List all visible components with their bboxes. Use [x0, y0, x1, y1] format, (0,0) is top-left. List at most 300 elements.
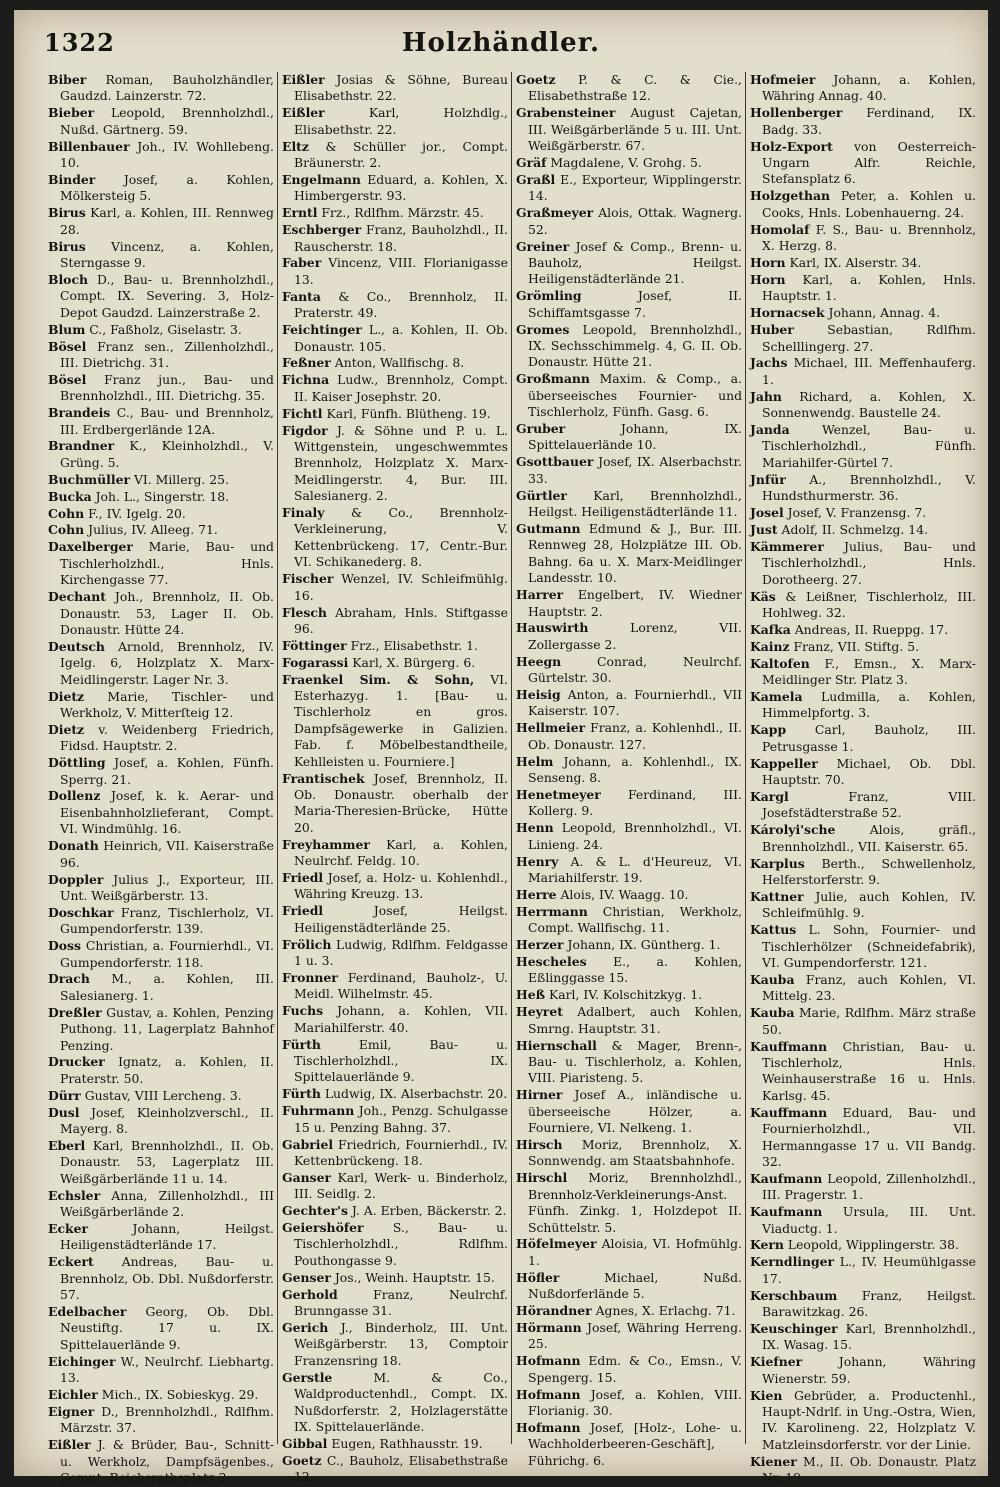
directory-entry — [750, 756, 976, 789]
directory-entry — [750, 689, 976, 722]
directory-entry — [516, 239, 742, 288]
entry-details: Josef, a. Kohlen, Mölkersteig 5. — [60, 171, 274, 204]
entry-name: Erntl — [282, 205, 318, 221]
directory-entry — [48, 1404, 274, 1437]
entry-name: Fraenkel Sim. & Sohn, — [282, 671, 475, 687]
entry-details: M., a. Kohlen, III. Salesianerg. 1. — [60, 971, 274, 1003]
entry-name: Hirner — [516, 1087, 563, 1103]
entry-name: Eckert — [48, 1254, 94, 1270]
directory-entry — [516, 322, 742, 371]
entry-details: Georg, Ob. Dbl. Neustiftg. 17 u. IX. Spittelauerlände 9. — [60, 1304, 274, 1352]
entry-details: Engelbert, IV. Wiedner Hauptstr. 2. — [528, 587, 742, 619]
directory-entry — [282, 255, 508, 288]
entry-details: Josef, a. Kohlen, VIII. Florianig. 30. — [528, 1386, 742, 1418]
entry-name: Gabriel — [282, 1136, 334, 1152]
entry-name: Hörmann — [516, 1319, 582, 1335]
directory-entry — [282, 172, 508, 205]
entry-details: Roman, Bauholzhändler, Gaudzd. Lainzerstr. 72. — [60, 72, 274, 104]
directory-entry — [48, 905, 274, 938]
entry-details: K., Kleinholzhdl., V. Grüng. 5. — [60, 438, 274, 470]
entry-details: Karl, Brennholzhdl., IX. Wasag. 15. — [762, 1320, 976, 1353]
directory-entry — [516, 1038, 742, 1087]
entry-details: Franz sen., Zillenholzhdl., III. Dietrichg. 31. — [60, 338, 274, 370]
entry-details: E., a. Kohlen, Eßlinggasse 15. — [528, 954, 742, 986]
entry-details: Franz, Bauholzhdl., II. Rauscherstr. 18. — [294, 222, 508, 254]
entry-name: Ecker — [48, 1221, 88, 1237]
entry-name: Kauba — [750, 971, 795, 987]
entry-name: Helm — [516, 753, 554, 769]
entry-details: M. & Co., Waldproductenhdl., Compt. IX. Nußdorferstr. 2, Holzlagerstätte IX. Spittelauerlände. — [294, 1369, 508, 1434]
directory-entry — [282, 222, 508, 255]
entry-name: Heisig — [516, 687, 561, 703]
directory-entry — [750, 1005, 976, 1038]
directory-entry — [516, 1170, 742, 1236]
entry-name: Kämmerer — [750, 538, 824, 554]
entry-details: Ferdinand, III. Kollerg. 9. — [528, 786, 742, 819]
directory-entry — [282, 1287, 508, 1320]
entry-name: Großmann — [516, 371, 590, 387]
entry-details: Moriz, Brennholzhdl., Brennholz-Verkleinerungs-Anst. Fünfh. Zinkg. 1, Holzdepot II. Schüttelstr. 5. — [528, 1170, 742, 1235]
entry-details: Josef, IX. Alserbachstr. 33. — [528, 454, 742, 486]
entry-details: J., Binderholz, III. Unt. Weißgärberstr. 13, Comptoir Franzensring 18. — [294, 1319, 508, 1368]
directory-entry — [750, 272, 976, 305]
directory-entry — [48, 72, 274, 105]
entry-name: Hellmeier — [516, 720, 586, 736]
directory-entry — [750, 922, 976, 971]
entry-name: Gerhold — [282, 1286, 338, 1302]
directory-entry — [516, 521, 742, 587]
directory-entry — [750, 1321, 976, 1354]
entry-details: Alois, gräfl., Brennholzhdl., VII. Kaiserstr. 65. — [762, 822, 976, 854]
entry-name: Buchmüller — [48, 471, 130, 487]
entry-details: Joh. L., Singerstr. 18. — [95, 488, 230, 504]
entry-details: Heinrich, VII. Kaiserstraße 96. — [60, 838, 274, 870]
entry-details: Jos., Weinh. Hauptstr. 15. — [334, 1269, 495, 1285]
directory-entry — [750, 722, 976, 755]
entry-name: Bloch — [48, 271, 88, 287]
directory-entry — [516, 987, 742, 1003]
entry-details: Richard, a. Kohlen, X. Sonnenwendg. Baustelle 24. — [762, 388, 976, 421]
entry-name: Friedl — [282, 903, 324, 919]
entry-details: Magdalene, V. Grohg. 5. — [550, 155, 702, 171]
entry-details: L., IV. Heumühlgasse 17. — [762, 1254, 976, 1286]
entry-details: L., a. Kohlen, II. Ob. Donaustr. 105. — [294, 322, 508, 354]
directory-entry — [48, 1054, 274, 1087]
directory-entry — [282, 289, 508, 322]
entry-name: Fürth — [282, 1086, 321, 1102]
entry-details: Josef, Währing Herreng. 25. — [528, 1319, 742, 1352]
directory-entry — [750, 355, 976, 388]
entry-name: Herre — [516, 886, 557, 902]
entry-name: Goetz — [516, 72, 556, 87]
directory-entry — [516, 720, 742, 753]
entry-name: Greiner — [516, 238, 570, 254]
entry-details: P. & C. & Cie., Elisabethstraße 12. — [528, 72, 742, 104]
directory-entry — [516, 454, 742, 487]
entry-details: Berth., Schwellenholz, Helferstorferstr. 9. — [762, 855, 976, 887]
entry-details: D., Bau- u. Brennholzhdl., Compt. IX. Severing. 3, Holz-Depot Gaudzd. Lainzerstraße 2. — [60, 271, 274, 320]
entry-name: Fuchs — [282, 1003, 324, 1019]
entry-name: Gromes — [516, 321, 570, 337]
entry-details: Ludwig, IX. Alserbachstr. 20. — [324, 1086, 508, 1102]
directory-entry — [750, 1237, 976, 1253]
entry-details: F., IV. Igelg. 20. — [88, 505, 186, 521]
directory-entry — [750, 139, 976, 188]
directory-entry — [48, 1387, 274, 1403]
entry-name: Kattner — [750, 888, 804, 904]
directory-entry — [750, 1204, 976, 1237]
entry-name: Keuschinger — [750, 1320, 838, 1336]
entry-details: Karl, Werk- u. Binderholz, III. Seidlg. 2. — [294, 1169, 508, 1202]
entry-name: Homolaf — [750, 221, 810, 237]
entry-details: Peter, a. Kohlen u. Cooks, Hnls. Lobenhauerng. 24. — [762, 188, 976, 220]
entry-details: Leopold, Brennholzhdl., IX. Sechsschimmelg. 4, G. II. Ob. Donaustr. Hütte 21. — [528, 321, 742, 370]
entry-name: Föttinger — [282, 637, 347, 653]
entry-name: Herrmann — [516, 903, 588, 919]
entry-name: Feßner — [282, 355, 331, 371]
directory-entry — [516, 620, 742, 653]
entry-name: Cohn — [48, 522, 85, 538]
entry-details: Marie, Tischler- und Werkholz, V. Mitterſteig 12. — [60, 688, 274, 720]
directory-entry — [282, 372, 508, 405]
directory-entry — [48, 489, 274, 505]
entry-details: Karl, IX. Alserstr. 34. — [789, 254, 922, 270]
entry-name: Bieber — [48, 105, 95, 121]
entry-details: Wenzel, Bau- u. Tischlerholzhdl., Fünfh. Mariahilfer-Gürtel 7. — [762, 422, 976, 470]
entry-details: VI. Esterhazyg. 1. [Bau- u. Tischlerholz en gros. Dampfsägewerke in Galizien. Fab. f. Möbelbestandtheile, Kehlleisten u. Fourniere.] — [294, 671, 508, 769]
directory-entry — [282, 322, 508, 355]
directory-entry — [48, 838, 274, 871]
directory-entry — [750, 1105, 976, 1171]
entry-name: Graßmeyer — [516, 205, 594, 221]
entry-details: J. & Söhne und P. u. L. Wittgenstein, ungeschwemmtes Brennholz, Holzplatz X. Marx-Meidlingerstr. 4, Bur. III. Salesianerg. 2. — [294, 422, 508, 504]
directory-entry — [48, 938, 274, 971]
directory-entry — [750, 322, 976, 355]
entry-name: Heß — [516, 987, 546, 1003]
column-divider — [511, 72, 512, 1444]
entry-details: Karl, a. Kohlen, Neulrchf. Feldg. 10. — [294, 836, 508, 869]
entry-name: Döttling — [48, 755, 106, 771]
entry-details: August Cajetan, III. Weißgärberlände 5 u. III. Unt. Weißgärberstr. 67. — [528, 105, 742, 154]
entry-details: Michael, III. Meffenhauferg. 1. — [762, 355, 976, 387]
entry-name: Edelbacher — [48, 1304, 127, 1320]
directory-entry — [750, 589, 976, 622]
entry-name: Bucka — [48, 488, 92, 504]
entry-details: A., Brennholzhdl., V. Hundsthurmerstr. 36. — [762, 471, 976, 504]
directory-entry — [282, 1270, 508, 1286]
entry-name: Kainz — [750, 638, 790, 654]
entry-details: Karl, a. Kohlen, III. Rennweg 28. — [60, 205, 274, 237]
directory-entry — [516, 904, 742, 937]
directory-entry — [750, 656, 976, 689]
directory-entry — [48, 1221, 274, 1254]
directory-entry — [516, 371, 742, 420]
entry-name: Jachs — [750, 355, 788, 371]
page-title: Holzhändler. — [401, 28, 601, 58]
entry-name: Frölich — [282, 936, 332, 952]
entry-name: Eberl — [48, 1138, 86, 1153]
entry-details: Franz, a. Kohlenhdl., II. Ob. Donaustr. 127. — [528, 720, 742, 752]
entry-details: Johann, a. Kohlen, Währing Annag. 40. — [762, 72, 976, 104]
directory-entry — [282, 970, 508, 1003]
entry-details: Johann, a. Kohlenhdl., IX. Senseng. 8. — [528, 753, 742, 786]
directory-entry — [750, 972, 976, 1005]
entry-details: Andreas, II. Rueppg. 17. — [794, 621, 949, 637]
directory-entry — [282, 837, 508, 870]
entry-details: Julie, auch Kohlen, IV. Schleifmühlg. 9. — [762, 888, 976, 921]
entry-details: Marie, Rdlfhm. März straße 50. — [762, 1005, 976, 1037]
entry-details: Josef, V. Franzensg. 7. — [787, 505, 927, 521]
entry-details: C., Faßholz, Giselastr. 3. — [89, 321, 242, 337]
directory-entry — [750, 222, 976, 255]
entry-name: Henry — [516, 853, 559, 869]
entry-details: Julius, Bau- und Tischlerholzhdl., Hnls. Dorotheerg. 27. — [762, 538, 976, 587]
directory-entry — [516, 854, 742, 887]
directory-entry — [48, 372, 274, 405]
entry-details: Franz, Tischlerholz, VI. Gumpendorferstr. 139. — [60, 904, 274, 937]
entry-name: Eltz — [282, 138, 309, 154]
directory-entry — [282, 937, 508, 970]
entry-name: Hirsch — [516, 1137, 563, 1152]
entry-name: Cohn — [48, 505, 85, 521]
entry-details: Andreas, Bau- u. Brennholz, Ob. Dbl. Nußdorferstr. 57. — [60, 1254, 274, 1303]
directory-entry — [750, 105, 976, 138]
directory-entry — [282, 903, 508, 936]
entry-name: Harrer — [516, 587, 564, 603]
entry-details: Gebrüder, a. Productenhl., Haupt-Ndrlf. in Ung.-Ostra, Wien, IV. Karolineng. 22, Holzplatz V. Matzleinsdorferstr. vor der Linie. — [762, 1387, 976, 1452]
entry-details: Aloisia, VI. Hofmühlg. 1. — [528, 1236, 742, 1268]
directory-entry — [282, 139, 508, 172]
directory-entry — [516, 172, 742, 205]
entry-name: Kerndlinger — [750, 1254, 835, 1270]
entry-name: Kaufmann — [750, 1170, 823, 1186]
entry-details: & Co., Brennholz, II. Praterstr. 49. — [294, 288, 508, 321]
entry-name: Hornacsek — [750, 305, 825, 321]
directory-entry — [282, 72, 508, 105]
directory-entry — [48, 755, 274, 788]
entry-name: Fuhrmann — [282, 1103, 355, 1119]
directory-entry — [516, 421, 742, 454]
entry-name: Echsler — [48, 1187, 101, 1203]
entry-name: Freyhammer — [282, 836, 370, 852]
directory-entry — [48, 1005, 274, 1054]
page-header — [14, 28, 988, 68]
directory-entry — [516, 105, 742, 154]
entry-name: Holzgethan — [750, 188, 831, 204]
entry-name: Hörandner — [516, 1303, 592, 1319]
entry-name: Doss — [48, 938, 81, 954]
entry-details: A. & L. d'Heureuz, VI. Mariahilferstr. 19. — [528, 853, 742, 885]
entry-details: v. Weidenberg Friedrich, Fidsd. Hauptstr. 2. — [60, 721, 274, 754]
entry-details: Alois, Ottak. Wagnerg. 52. — [528, 205, 742, 237]
directory-entry — [750, 889, 976, 922]
entry-details: Joh., Penzg. Schulgasse 15 u. Penzing Bahng. 37. — [294, 1103, 508, 1135]
directory-entry — [516, 954, 742, 987]
entry-name: Hollenberger — [750, 105, 843, 121]
entry-details: Leopold, Brennholzhdl., Nußd. Gärtnerg. 59. — [60, 105, 274, 137]
entry-name: Dietz — [48, 688, 85, 704]
directory-entry — [516, 1236, 742, 1269]
entry-name: Gräf — [516, 155, 547, 171]
entry-name: Billenbauer — [48, 138, 130, 154]
entry-details: Lorenz, VII. Zollergasse 2. — [528, 620, 742, 652]
entry-name: Flesch — [282, 604, 327, 620]
entry-details: Josef A., inländische u. überseeische Hölzer, a. Fourniere, VI. Nelkeng. 1. — [528, 1087, 742, 1136]
entry-name: Jnfür — [750, 471, 786, 487]
directory-entry — [750, 1039, 976, 1105]
directory-entry — [516, 787, 742, 820]
entry-details: Josef, a. Holz- u. Kohlenhdl., Währing Kreuzg. 13. — [294, 870, 508, 902]
entry-details: F. S., Bau- u. Brennholz, X. Herzg. 8. — [762, 221, 976, 254]
entry-name: Jahn — [750, 388, 782, 404]
directory-entry — [516, 587, 742, 620]
entry-name: Höfelmeyer — [516, 1236, 597, 1252]
entry-details: E., Exporteur, Wipplingerstr. 14. — [528, 171, 742, 204]
directory-entry — [750, 255, 976, 271]
entry-name: Fürth — [282, 1036, 321, 1052]
entry-details: Johann, IX. Spittelauerlände 10. — [528, 421, 742, 453]
entry-details: Franz, VII. Stiftg. 5. — [793, 638, 920, 654]
entry-details: Arnold, Brennholz, IV. Igelg. 6, Holzplatz X. Marx-Meidlingerstr. Lager Nr. 3. — [60, 638, 274, 687]
entry-name: Kiefner — [750, 1354, 803, 1370]
entry-details: & Co., Brennholz-Verkleinerung, V. Kettenbrückeng. 17, Centr.-Bur. VI. Schikanederg. 8. — [294, 505, 508, 570]
directory-column-2 — [282, 72, 508, 1485]
directory-entry — [516, 820, 742, 853]
directory-entry — [750, 622, 976, 638]
directory-entry — [516, 488, 742, 521]
entry-name: Brandner — [48, 438, 115, 454]
entry-details: Frz., Rdlfhm. Märzstr. 45. — [321, 205, 484, 221]
entry-name: Holz-Export — [750, 138, 833, 154]
entry-details: S., Bau- u. Tischlerholzhdl., Rdlfhm. Pouthongasse 9. — [294, 1220, 508, 1268]
entry-details: Ludwig, Rdlfhm. Feldgasse 1 u. 3. — [294, 936, 508, 969]
directory-entry — [282, 571, 508, 604]
directory-entry — [282, 605, 508, 638]
entry-name: Biber — [48, 72, 87, 87]
entry-details: Gustav, VIII Lercheng. 3. — [84, 1087, 242, 1103]
entry-details: Eduard, a. Kohlen, X. Himbergerstr. 93. — [294, 171, 508, 204]
entry-name: Kafka — [750, 621, 791, 637]
directory-entry — [282, 205, 508, 221]
entry-name: Henetmeyer — [516, 786, 601, 802]
directory-entry — [516, 1004, 742, 1037]
directory-entry — [48, 539, 274, 588]
entry-details: Josef, a. Kohlen, Fünfh. Sperrg. 21. — [60, 755, 274, 787]
directory-entry — [282, 423, 508, 505]
directory-entry — [750, 539, 976, 588]
entry-details: Abraham, Hnls. Stiftgasse 96. — [294, 604, 508, 636]
entry-details: Franz, Neulrchf. Brunngasse 31. — [294, 1286, 508, 1319]
entry-name: Dürr — [48, 1087, 81, 1103]
directory-entry — [750, 856, 976, 889]
directory-entry — [48, 205, 274, 238]
entry-details: Christian, a. Fournierhdl., VI. Gumpendorferstr. 118. — [60, 938, 274, 970]
entry-details: Michael, Nußd. Nußdorferlände 5. — [528, 1269, 742, 1302]
entry-name: Kauffmann — [750, 1038, 828, 1054]
entry-details: Josef, II. Schiffamtsgasse 7. — [528, 288, 742, 320]
directory-entry — [48, 239, 274, 272]
entry-name: Birus — [48, 238, 86, 254]
directory-entry — [48, 1304, 274, 1353]
entry-name: Daxelberger — [48, 539, 133, 555]
entry-name: Eißler — [282, 105, 325, 121]
entry-name: Kaufmann — [750, 1204, 823, 1220]
entry-details: Ferdinand, Bauholz-, U. Meidl. Wilhelmstr. 45. — [294, 969, 508, 1002]
directory-entry — [48, 472, 274, 488]
entry-name: Dietz — [48, 721, 85, 737]
entry-name: Feichtinger — [282, 322, 362, 338]
directory-column-1 — [48, 72, 274, 1486]
directory-entry — [48, 405, 274, 438]
entry-details: Maxim. & Comp., a. überseeisches Fournier- und Tischlerholz, Fünfh. Gasg. 6. — [528, 371, 742, 420]
directory-entry — [750, 305, 976, 321]
directory-entry — [48, 506, 274, 522]
entry-name: Birus — [48, 205, 86, 221]
entry-details: Adolf, II. Schmelzg. 14. — [781, 521, 929, 537]
entry-name: Hofmann — [516, 1419, 581, 1435]
entry-name: Eißler — [282, 72, 325, 87]
entry-details: Moriz, Brennholz, X. Sonnwendg. am Staatsbahnhofe. — [528, 1137, 742, 1169]
directory-entry — [48, 971, 274, 1004]
entry-name: Goetz — [282, 1452, 322, 1468]
entry-name: Binder — [48, 171, 96, 187]
directory-entry — [750, 522, 976, 538]
entry-details: C., Bauholz, Elisabethstraße 12. — [294, 1452, 508, 1485]
entry-name: Eschberger — [282, 222, 362, 238]
entry-name: Kattus — [750, 922, 797, 938]
entry-name: Gsottbauer — [516, 454, 594, 470]
entry-details: Leopold, Brennholzhdl., VI. Linieng. 24. — [528, 820, 742, 852]
directory-entry — [750, 1454, 976, 1487]
entry-details: von Oesterreich-Ungarn Alfr. Reichle, Stefansplatz 6. — [762, 138, 976, 187]
entry-details: Josef, [Holz-, Lohe- u. Wachholderbeeren-Geschäft], Führichg. 6. — [528, 1419, 742, 1468]
directory-entry — [516, 687, 742, 720]
directory-entry — [282, 1103, 508, 1136]
entry-name: Doppler — [48, 871, 104, 887]
directory-entry — [516, 1320, 742, 1353]
entry-name: Eichinger — [48, 1353, 116, 1369]
entry-details: Vincenz, VIII. Florianigasse 13. — [294, 255, 508, 287]
directory-entry — [282, 505, 508, 571]
entry-name: Dusl — [48, 1104, 80, 1120]
directory-entry — [48, 589, 274, 638]
entry-name: Horn — [750, 254, 786, 270]
directory-entry — [750, 505, 976, 521]
directory-entry — [282, 1453, 508, 1486]
entry-details: VI. Millerg. 25. — [133, 471, 230, 487]
entry-name: Kern — [750, 1237, 784, 1253]
entry-details: F., Emsn., X. Marx-Meidlinger Str. Platz 3. — [762, 655, 976, 688]
directory-entry — [750, 472, 976, 505]
entry-name: Faber — [282, 255, 322, 271]
entry-details: Mich., IX. Sobieskyg. 29. — [101, 1387, 259, 1403]
entry-name: Heyret — [516, 1004, 563, 1020]
entry-name: Grabensteiner — [516, 105, 616, 121]
entry-name: Höfler — [516, 1269, 560, 1285]
entry-details: & Leißner, Tischlerholz, III. Hohlweg. 32. — [762, 588, 976, 620]
entry-details: Karl, X. Bürgerg. 6. — [352, 654, 476, 670]
entry-name: Károlyi'sche — [750, 822, 836, 838]
entry-details: Ludmilla, a. Kohlen, Himmelpfortg. 3. — [762, 689, 976, 721]
directory-entry — [48, 1088, 274, 1104]
entry-name: Gibbal — [282, 1435, 328, 1451]
entry-name: Geiershöfer — [282, 1220, 364, 1236]
entry-details: Karl, Fünfh. Blütheng. 19. — [326, 405, 491, 421]
entry-name: Kaltofen — [750, 655, 810, 671]
entry-name: Grömling — [516, 288, 582, 304]
entry-details: J. & Brüder, Bau-, Schnitt- u. Werkholz, Dampfsägenbes., Compt. Reichsrathsplatz 2. — [60, 1437, 274, 1486]
entry-name: Dechant — [48, 589, 106, 605]
